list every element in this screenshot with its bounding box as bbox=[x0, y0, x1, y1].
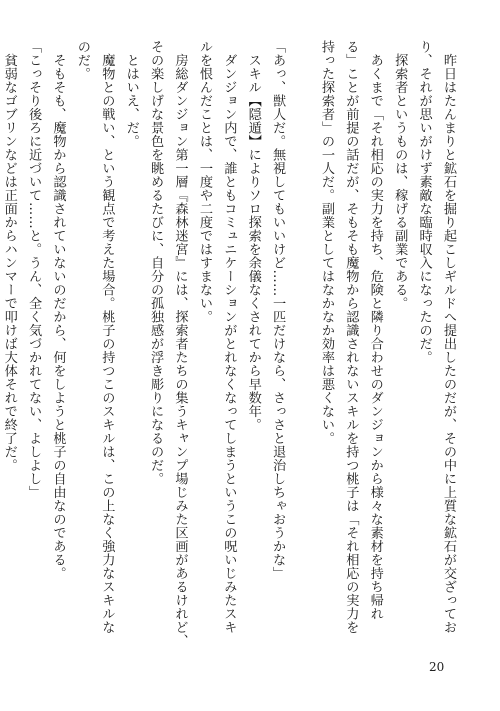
page-number: 20 bbox=[429, 660, 445, 674]
text-line: り、それが思いがけず素敵な臨時収入になったのだ。 bbox=[416, 40, 432, 364]
text-line: 房総ダンジョン第一層『森林迷宮』には、探索者たちの集うキャンプ場じみた区画があるけれど、 bbox=[172, 40, 188, 648]
text-line: 探索者というものは、稼げる副業である。 bbox=[392, 40, 408, 310]
text-line: とはいえ、だ。 bbox=[123, 40, 139, 148]
text-line: のだ。 bbox=[74, 40, 90, 81]
body-text bbox=[1, 40, 460, 648]
text-line: スキル【隠遁】によりソロ探索を余儀なくされてから早数年。 bbox=[245, 40, 261, 432]
text-line: そもそも、魔物から認識されていないのだから、何をしようと桃子の自由なのである。 bbox=[50, 40, 66, 580]
text-line: 持った探索者」の一人だ。副業としてはなかなか効率は悪くない。 bbox=[318, 40, 334, 445]
text-line: その楽しげな景色を眺めるたびに、自分の孤独感が浮き彫りになるのだ。 bbox=[148, 40, 164, 486]
blank-line bbox=[289, 40, 313, 640]
text-line: 「こっそり後ろに近づいて……と。うん、全く気づかれてない、よしよし」 bbox=[26, 40, 42, 499]
text-line: あくまで「それ相応の実力を持ち、危険と隣り合わせのダンジョンから様々な素材を持ち帰れ bbox=[367, 40, 383, 621]
text-line: る」ことが前提の話だが、そもそも魔物から認識されないスキルを持つ桃子は「それ相応の実力を bbox=[343, 40, 359, 634]
text-line: ダンジョン内で、誰ともコミュニケーションがとれなくなってしまうというこの呪いじみたスキ bbox=[221, 40, 237, 634]
text-line: 昨日はたんまりと鉱石を掘り起こしギルドへ提出したのだが、その中に上質な鉱石が交ざってお bbox=[441, 40, 456, 634]
text-line: 魔物との戦い、という観点で考えた場合。桃子の持つこのスキルは、この上なく強力なスキルな bbox=[99, 40, 115, 634]
text-line: 「あっ、獣人だ。無視してもいいけど……一匹だけなら、さっさと退治しちゃおうかな」 bbox=[270, 40, 286, 580]
text-line: ルを恨んだことは、一度や二度ではすまない。 bbox=[196, 40, 212, 324]
text-line: 貧弱なゴブリンなどは正面からハンマーで叩けば大体それで終了だ。 bbox=[1, 40, 17, 472]
